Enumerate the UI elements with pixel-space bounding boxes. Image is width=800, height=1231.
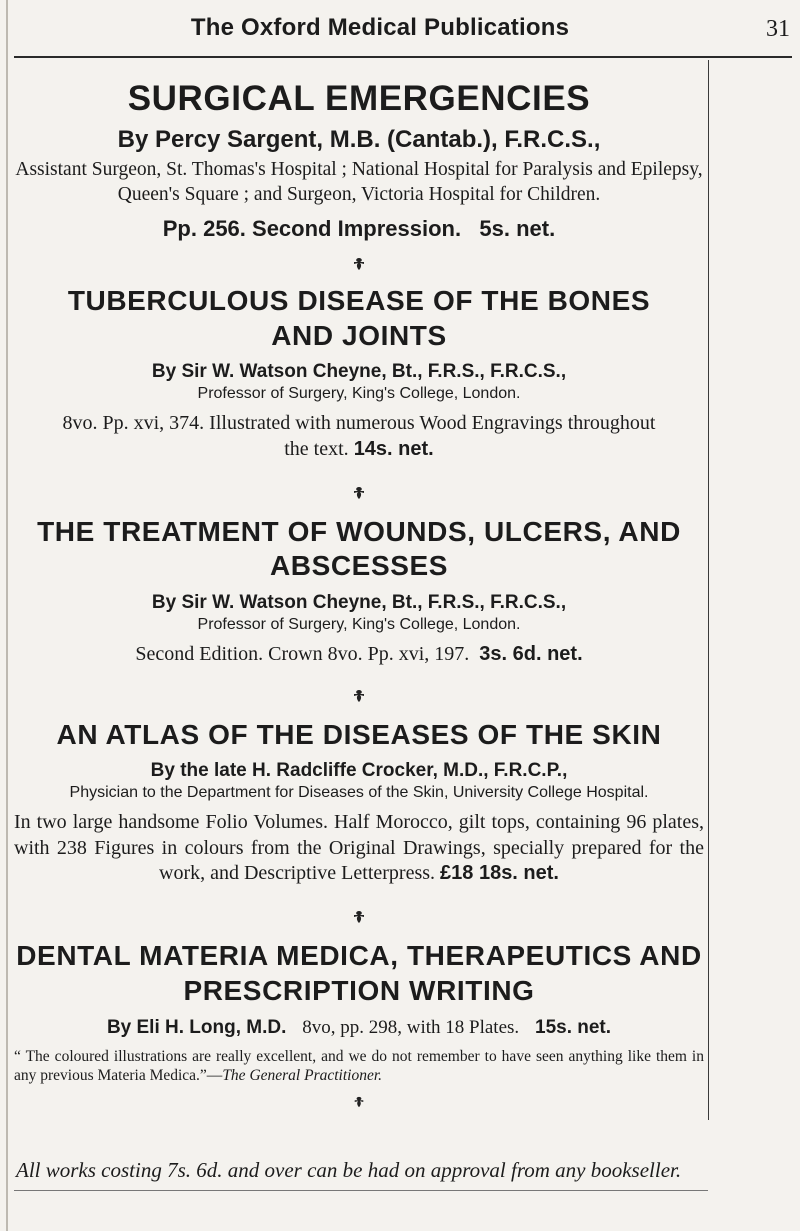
fleuron-icon <box>14 485 704 503</box>
book-description: 8vo. Pp. xvi, 374. Illustrated with numerous Wood Engravings throughout the text. <box>62 412 656 460</box>
book-price: 14s. net. <box>353 437 434 460</box>
running-header <box>0 14 800 44</box>
approval-note: All works costing 7s. 6d. and over can be had on approval from any bookseller. <box>16 1158 682 1182</box>
author-affiliation: Professor of Surgery, King's College, London. <box>197 615 521 633</box>
book-entry <box>14 284 704 463</box>
book-author: By the late H. Radcliffe Crocker, M.D., F.R.C.P., <box>150 760 568 782</box>
fleuron-icon <box>14 1093 704 1111</box>
quote-source: The General Practitioner. <box>222 1066 383 1084</box>
review-quote <box>14 1047 704 1086</box>
book-title: TUBERCULOUS DISEASE OF THE BONES AND JOINTS <box>67 284 651 351</box>
header-rule <box>14 56 792 58</box>
book-details <box>14 216 704 242</box>
book-author: By Percy Sargent, M.B. (Cantab.), F.R.C.S., <box>117 126 601 153</box>
book-price: 15s. net. <box>535 1016 612 1038</box>
book-description: In two large handsome Folio Volumes. Half Morocco, gilt tops, containing 96 plates, with 238 Figures in colours from the Original Drawings, specially prepared for the work, and Descriptive Letterpress. <box>14 811 704 885</box>
book-title: DENTAL MATERIA MEDICA, THERAPEUTICS AND PRESCRIPTION WRITING <box>16 940 702 1006</box>
book-description: Second Edition. Crown 8vo. Pp. xvi, 197. <box>135 642 470 665</box>
book-details <box>14 411 704 462</box>
book-title: THE TREATMENT OF WOUNDS, ULCERS, AND ABSCESSES <box>37 515 681 582</box>
book-entry <box>14 939 704 1085</box>
running-title: The Oxford Medical Publications <box>190 14 570 41</box>
fleuron-icon <box>14 688 704 706</box>
book-details <box>14 810 704 887</box>
fleuron-icon <box>14 256 704 274</box>
book-entry <box>14 78 704 242</box>
book-price: £18 18s. net. <box>440 862 559 885</box>
book-price: 5s. net. <box>479 215 556 241</box>
book-entry <box>14 718 704 888</box>
footer-rule <box>14 1190 708 1191</box>
book-description: 8vo, pp. 298, with 18 Plates. <box>302 1016 520 1038</box>
book-title: AN ATLAS OF THE DISEASES OF THE SKIN <box>56 718 662 750</box>
author-affiliation: Professor of Surgery, King's College, London. <box>197 385 521 403</box>
page-number: 31 <box>766 16 790 42</box>
fleuron-icon <box>14 909 704 927</box>
quote-text: “ The coloured illustrations are really excellent, and we do not remember to have seen anything like them in any previous Materia Medica.”— <box>14 1047 704 1084</box>
book-author: By Eli H. Long, M.D. <box>106 1016 287 1038</box>
book-price: 3s. 6d. net. <box>479 642 583 665</box>
book-pages: Pp. 256. Second Impression. <box>162 215 462 241</box>
book-author: By Sir W. Watson Cheyne, Bt., F.R.S., F.R.C.S., <box>151 591 567 613</box>
book-author: By Sir W. Watson Cheyne, Bt., F.R.S., F.R.C.S., <box>151 361 567 383</box>
author-affiliation: Assistant Surgeon, St. Thomas's Hospital ; National Hospital for Paralysis and Epilepsy, Queen's Square ; and Surgeon, Victoria Hospital for Children. <box>15 159 703 205</box>
book-author-and-details <box>14 1017 704 1039</box>
book-entry <box>14 515 704 668</box>
book-list <box>14 78 704 1111</box>
book-title: SURGICAL EMERGENCIES <box>127 79 591 118</box>
page-left-edge <box>6 0 8 1231</box>
book-details <box>14 642 704 668</box>
author-affiliation: Physician to the Department for Diseases of the Skin, University College Hospital. <box>69 784 649 802</box>
column-rule <box>708 60 709 1120</box>
